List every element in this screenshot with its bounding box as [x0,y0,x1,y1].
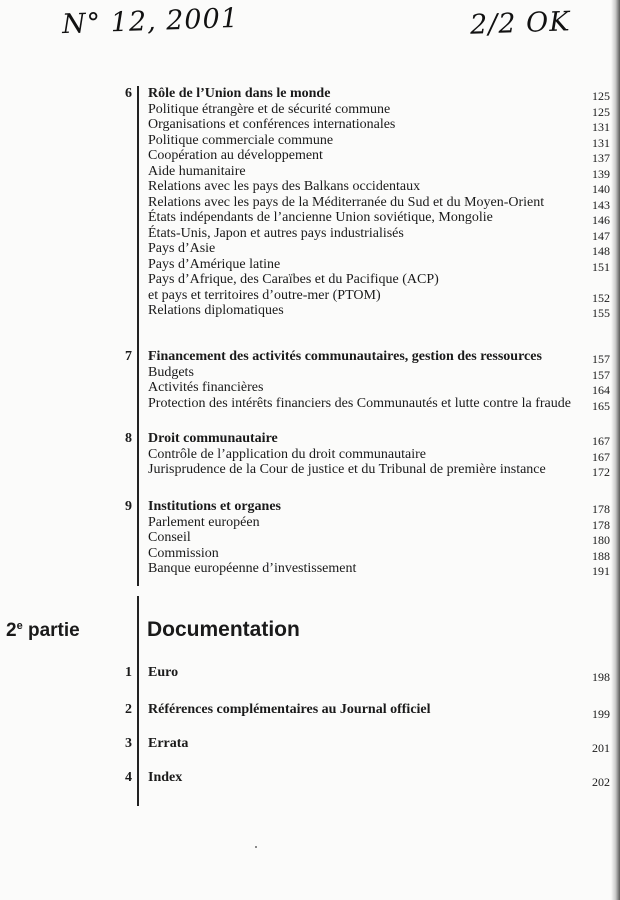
section-number: 8 [125,431,132,446]
toc-entry-page-number: 131 [592,120,610,134]
toc-entry-page-number: 131 [592,135,610,150]
part2-label: 2e partie [6,620,80,641]
doc-entry-number: 4 [125,770,132,785]
toc-entry-page-number: 125 [592,104,610,119]
toc-entry-page-number: 143 [592,197,610,212]
toc-entry: Banque européenne d’investissement [148,561,357,576]
doc-entry-heading: Errata [148,736,189,751]
toc-entry: Conseil [148,530,191,545]
toc-entry: Jurisprudence de la Cour de justice et du Tribunal de première instance [148,462,546,477]
scan-speck [255,846,257,848]
toc-entry: Activités financières [148,380,264,395]
handwritten-check-note: 2/2 OK [469,6,571,41]
part1-divider-line [137,86,139,586]
toc-entry: Parlement européen [148,514,260,530]
page-edge-shadow [611,0,620,900]
doc-entry-number: 3 [125,736,132,751]
toc-entry-page-number: 147 [592,228,610,243]
doc-entry-heading: Euro [148,665,179,680]
toc-entry-page-number: 167 [592,449,610,464]
toc-entry-page-number: 152 [592,290,610,305]
section-page-number: 178 [592,502,610,516]
doc-entry-page-number: 201 [592,741,610,755]
toc-entry-page-number: 178 [592,517,610,532]
doc-entry-number: 1 [125,665,132,680]
section-number: 7 [125,349,132,364]
toc-entry-page-number: 151 [592,259,610,274]
toc-entry: Coopération au développement [148,148,323,163]
toc-entry-page-number: 155 [592,306,610,320]
toc-entry-page-number: 139 [592,166,610,181]
section-page-number: 157 [592,352,610,366]
toc-entry-page-number: 191 [592,564,610,578]
toc-entry: Pays d’Afrique, des Caraïbes et du Pacifique (ACP) [148,272,439,287]
toc-entry: Relations diplomatiques [148,303,284,318]
toc-entry-page-number: 140 [592,182,610,196]
toc-entry-page-number: 180 [592,533,610,547]
doc-entry-number: 2 [125,702,132,717]
doc-entry-heading: Index [148,770,183,785]
toc-entry: Aide humanitaire [148,163,246,179]
section-heading: Institutions et organes [148,499,282,514]
toc-entry: Pays d’Amérique latine [148,256,281,272]
toc-entry: Politique étrangère et de sécurité commune [148,101,391,117]
toc-entry-page-number: 148 [592,244,610,258]
toc-entry: Budgets [148,364,194,380]
toc-entry: Relations avec les pays de la Méditerranée du Sud et du Moyen-Orient [148,194,545,210]
section-heading: Financement des activités communautaires, gestion des ressources [148,349,542,364]
toc-entry: Contrôle de l’application du droit communautaire [148,446,426,462]
toc-entry: États-Unis, Japon et autres pays industrialisés [148,225,404,241]
section-number: 6 [125,86,132,101]
toc-entry: Pays d’Asie [148,241,216,256]
toc-entry: Protection des intérêts financiers des Communautés et lutte contre la fraude [148,395,571,411]
toc-entry-page-number: 165 [592,398,610,413]
toc-entry-page-number: 137 [592,151,610,165]
part2-title: Documentation [147,618,300,641]
toc-entry: et pays et territoires d’outre-mer (PTOM) [148,287,381,303]
toc-entry-page-number: 172 [592,465,610,479]
toc-entry-page-number: 188 [592,548,610,563]
section-page-number: 167 [592,434,610,448]
toc-entry-page-number: 157 [592,367,610,382]
toc-entry: États indépendants de l’ancienne Union soviétique, Mongolie [148,210,493,225]
doc-entry-page-number: 199 [592,707,610,721]
doc-entry-page-number: 198 [592,670,610,684]
part2-divider-line [137,596,139,806]
toc-entry: Organisations et conférences internationales [148,117,396,132]
toc-entry-page-number: 146 [592,213,610,227]
section-page-number: 125 [592,89,610,103]
section-heading: Rôle de l’Union dans le monde [148,86,331,101]
handwritten-issue-note: N° 12, 2001 [61,2,240,41]
section-number: 9 [125,499,132,514]
toc-entry: Relations avec les pays des Balkans occidentaux [148,179,421,194]
doc-entry-page-number: 202 [592,775,610,789]
section-heading: Droit communautaire [148,431,278,446]
toc-entry-page-number: 164 [592,383,610,397]
toc-entry: Commission [148,545,219,561]
toc-entry: Politique commerciale commune [148,132,334,148]
doc-entry-heading: Références complémentaires au Journal officiel [148,702,431,717]
